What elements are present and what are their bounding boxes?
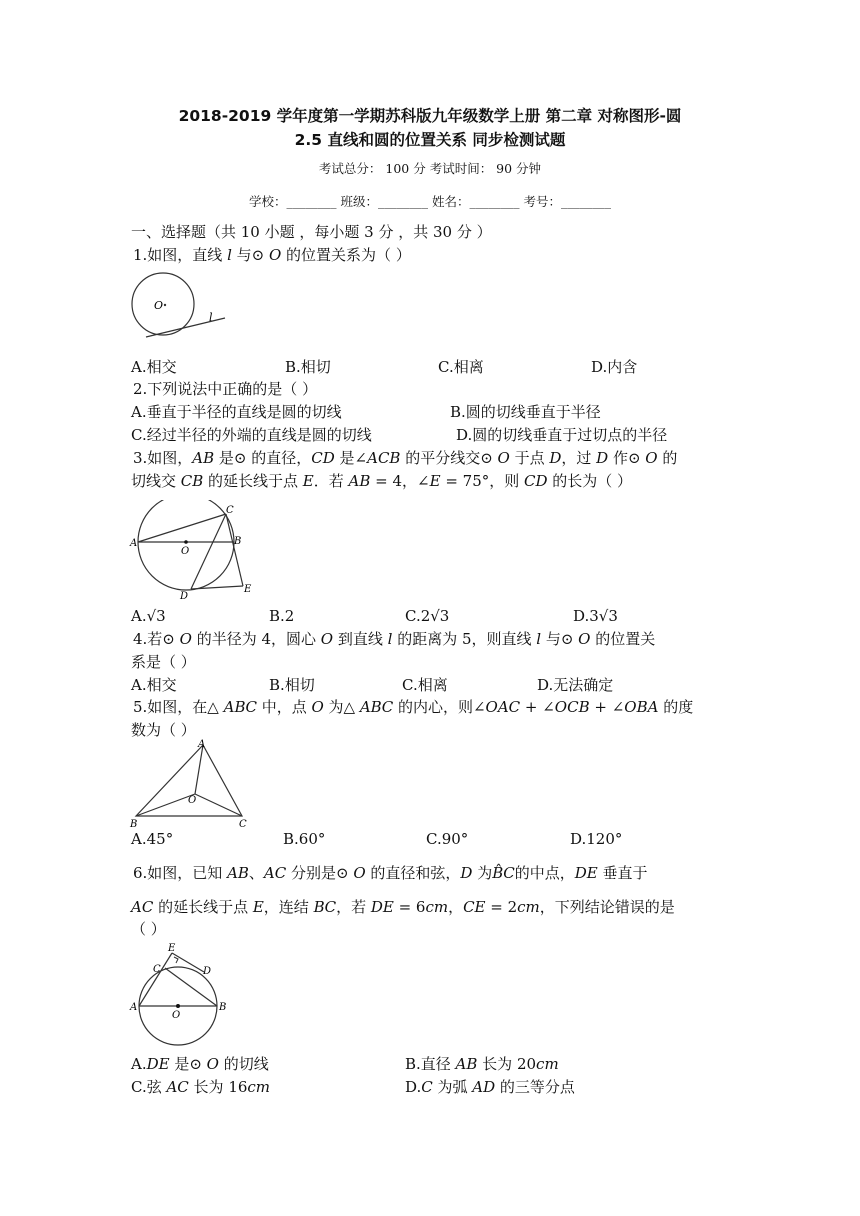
q5-option-c[interactable]: C.90° [426, 830, 469, 848]
q2-stem: 2.下列说法中正确的是（ ） [133, 380, 318, 398]
title-line-2: 2.5 直线和圆的位置关系 同步检测试题 [294, 131, 566, 149]
q3-label-c: C [226, 505, 234, 516]
q6-label-c: C [153, 964, 161, 975]
section-heading: 一、选择题（共 10 小题 ，每小题 3 分 ，共 30 分 ） [131, 223, 492, 241]
q6-label-o: O [172, 1010, 181, 1021]
q3-label-e: E [244, 584, 252, 595]
q2-option-d[interactable]: D.圆的切线垂直于过切点的半径 [456, 426, 668, 444]
q6-label-e: E [168, 943, 176, 954]
q6-label-a: A [130, 1002, 138, 1013]
q6-option-a[interactable]: A.𝐷𝐸 是⊙ 𝑂 的切线 [131, 1055, 269, 1073]
q6-option-d[interactable]: D.𝐶 为弧 𝐴𝐷 的三等分点 [405, 1078, 575, 1096]
q5-option-a[interactable]: A.45° [131, 830, 174, 848]
q6-figure [126, 940, 236, 1050]
q1-line-l [146, 318, 225, 337]
q5-label-a: A [198, 739, 206, 750]
q4-option-c[interactable]: C.相离 [402, 676, 448, 694]
q3-option-c[interactable]: C.2√3 [405, 607, 450, 625]
q4-stem-line-1: 4.若⊙ 𝑂 的半径为 4，圆心 𝑂 到直线 𝑙 的距离为 5，则直线 𝑙 与⊙ 𝑂 的位置关 [133, 630, 656, 648]
q5-label-c: C [239, 819, 247, 829]
q6-option-c[interactable]: C.弦 𝐴𝐶 长为 16𝑐𝑚 [131, 1078, 271, 1096]
q3-label-o: O [181, 546, 190, 557]
q3-label-a: A [130, 538, 138, 549]
q3-option-b[interactable]: B.2 [269, 607, 295, 625]
q2-option-b[interactable]: B.圆的切线垂直于半径 [450, 403, 601, 421]
q5-stem-line-2: 数为（ ） [131, 721, 196, 739]
q3-circle [138, 500, 234, 590]
q6-label-d: D [203, 966, 212, 977]
q1-figure [126, 272, 230, 344]
q4-option-b[interactable]: B.相切 [269, 676, 315, 694]
q1-option-a[interactable]: A.相交 [131, 358, 177, 376]
q3-label-d: D [180, 591, 189, 602]
title-line-1: 2018-2019 学年度第一学期苏科版九年级数学上册 第二章 对称图形-圆 [178, 107, 682, 125]
q6-label-b: B [219, 1002, 227, 1013]
q5-label-b: B [130, 819, 138, 829]
q6-option-b[interactable]: B.直径 𝐴𝐵 长为 20𝑐𝑚 [405, 1055, 559, 1073]
q3-option-a[interactable]: A.√3 [131, 607, 166, 625]
q1-stem: 1.如图，直线 𝑙 与⊙ 𝑂 的位置关系为（ ） [133, 246, 411, 264]
q3-stem-line-2: 切线交 𝐶𝐵 的延长线于点 𝐸．若 𝐴𝐵 = 4，∠𝐸 = 75°，则 𝐶𝐷 的长为（ ） [131, 472, 633, 490]
q1-option-d[interactable]: D.内含 [591, 358, 638, 376]
q4-option-d[interactable]: D.无法确定 [537, 676, 614, 694]
q1-label-o: O [154, 299, 164, 312]
q6-stem-line-3: （ ） [131, 920, 166, 938]
exam-info: 考试总分： 100 分 考试时间： 90 分钟 [318, 161, 542, 176]
q3-stem-line-1: 3.如图，𝐴𝐵 是⊙ 的直径，𝐶𝐷 是∠𝐴𝐶𝐵 的平分线交⊙ 𝑂 于点 𝐷，过 𝐷 作⊙ 𝑂 的 [133, 449, 678, 467]
q4-stem-line-2: 系是（ ） [131, 653, 196, 671]
q5-stem-line-1: 5.如图，在△ 𝐴𝐵𝐶 中，点 𝑂 为△ 𝐴𝐵𝐶 的内心，则∠𝑂𝐴𝐶 + ∠𝑂𝐶𝐵 + ∠𝑂𝐵𝐴 的度 [133, 698, 694, 716]
q3-label-b: B [234, 536, 242, 547]
q3-option-d[interactable]: D.3√3 [573, 607, 618, 625]
q5-figure [126, 737, 254, 829]
student-info: 学校：________ 班级：________ 姓名：________ 考号：________ [249, 194, 611, 209]
q4-option-a[interactable]: A.相交 [131, 676, 177, 694]
q5-label-o: O [188, 795, 197, 806]
q1-label-l: l [209, 311, 213, 324]
q1-option-b[interactable]: B.相切 [285, 358, 331, 376]
q5-option-d[interactable]: D.120° [570, 830, 623, 848]
q1-option-c[interactable]: C.相离 [438, 358, 484, 376]
q5-option-b[interactable]: B.60° [283, 830, 326, 848]
q2-option-a[interactable]: A.垂直于半径的直线是圆的切线 [131, 403, 342, 421]
q2-option-c[interactable]: C.经过半径的外端的直线是圆的切线 [131, 426, 372, 444]
q3-figure [126, 500, 258, 602]
q6-stem-line-2: 𝐴𝐶 的延长线于点 𝐸，连结 𝐵𝐶，若 𝐷𝐸 = 6𝑐𝑚，𝐶𝐸 = 2𝑐𝑚，下列结论错误的是 [131, 898, 675, 916]
q6-stem-line-1: 6.如图，已知 𝐴𝐵、𝐴𝐶 分别是⊙ 𝑂 的直径和弦，𝐷 为𝐵̂𝐶的中点，𝐷𝐸 垂直于 [133, 864, 648, 882]
